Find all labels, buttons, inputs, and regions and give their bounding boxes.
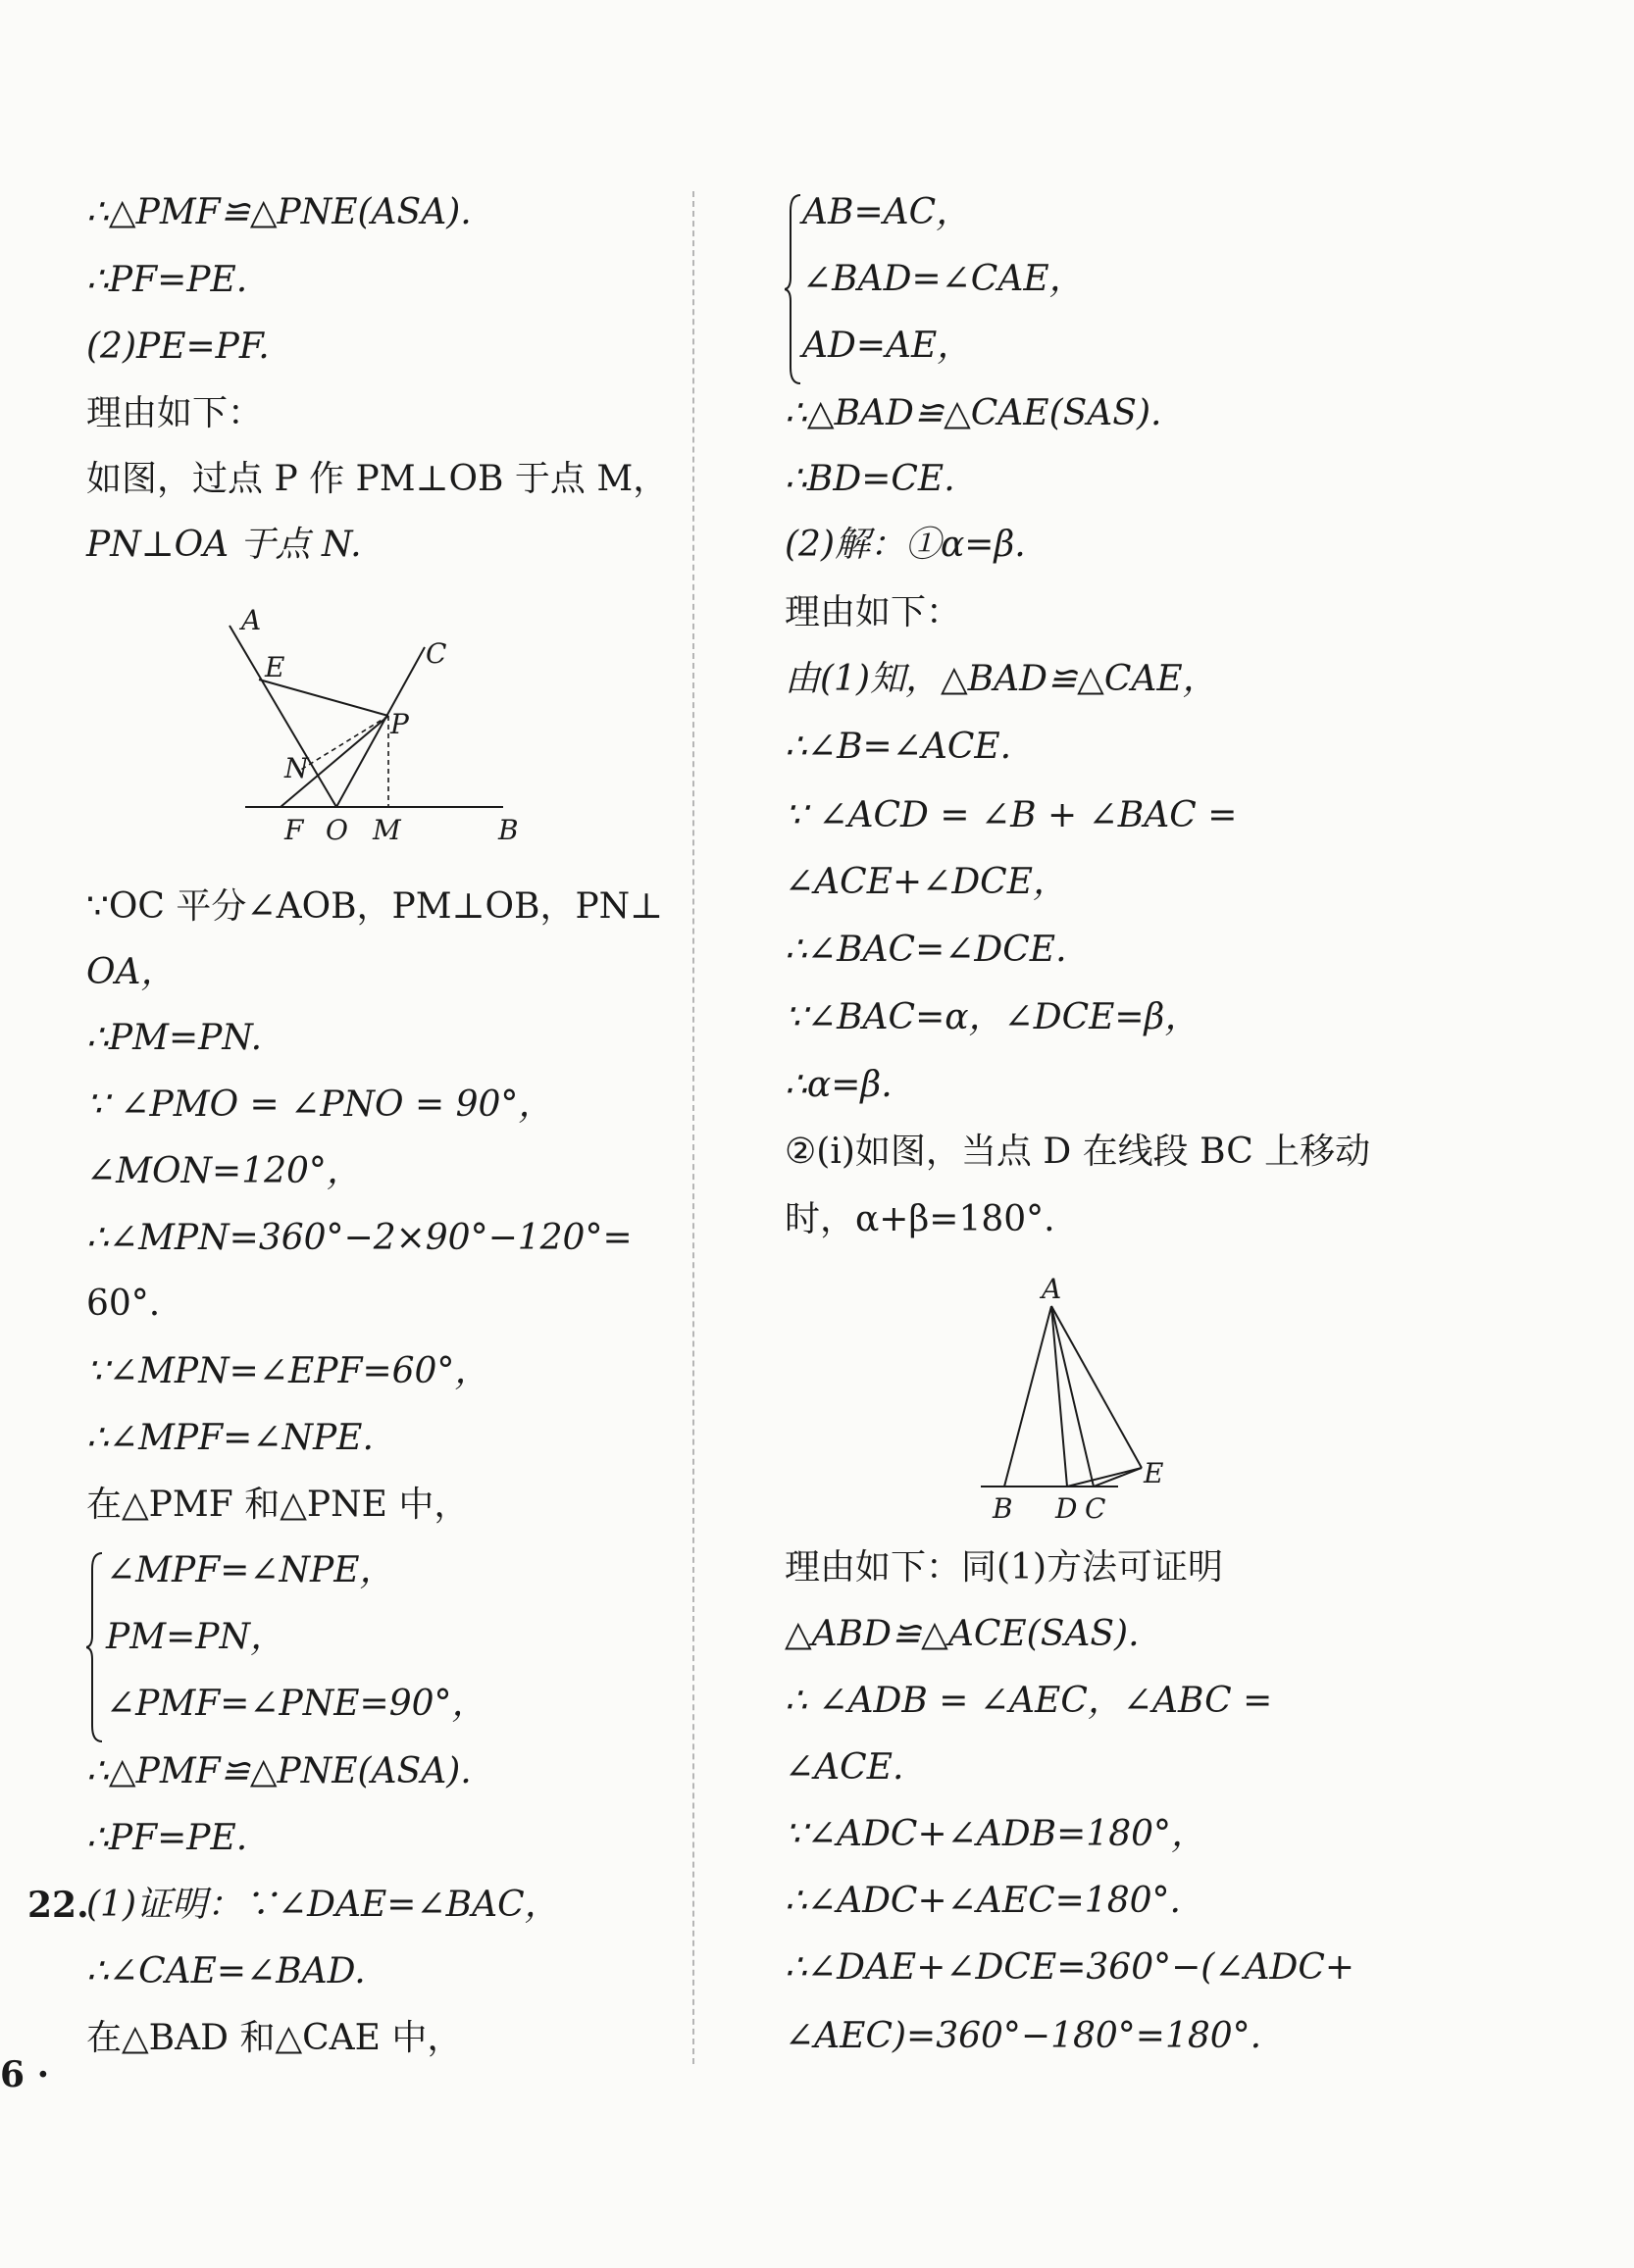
text-line: ∴PF=PE.	[86, 260, 248, 300]
text-line: ∴∠DAE+∠DCE=360°−(∠ADC+	[785, 1947, 1355, 1988]
label-D: D	[1055, 1492, 1078, 1525]
text-line: 理由如下：同(1)方法可证明	[785, 1547, 1223, 1588]
text-line: ∠BAD=∠CAE，	[802, 259, 1085, 299]
label-B: B	[498, 814, 519, 846]
text-line: (2)PE=PF.	[86, 327, 270, 367]
right-column	[696, 0, 1634, 2268]
text-line: ∠MON=120°，	[86, 1151, 362, 1191]
text-line: (1)证明：∵∠DAE=∠BAC，	[86, 1885, 560, 1925]
text-line: ∵∠MPN=∠EPF=60°，	[86, 1351, 490, 1391]
text-line: PN⊥OA 于点 N.	[86, 525, 362, 565]
text-line: ∴△PMF≌△PNE(ASA).	[86, 1751, 472, 1791]
geometry-figure-triangle	[961, 1265, 1197, 1530]
text-line: ∠MPF=∠NPE，	[106, 1550, 395, 1590]
label-C: C	[1085, 1492, 1106, 1525]
text-line: ∴PM=PN.	[86, 1018, 263, 1058]
text-line: ∵∠ADC+∠ADB=180°，	[785, 1814, 1206, 1854]
text-line: (2)解：①α=β.	[785, 525, 1026, 565]
text-line: ∠PMF=∠PNE=90°，	[106, 1684, 487, 1724]
text-line: ∴∠ADC+∠AEC=180°.	[785, 1881, 1181, 1921]
text-line: 由(1)知，△BAD≌△CAE，	[785, 659, 1218, 699]
label-C: C	[426, 637, 447, 670]
label-F: F	[284, 814, 304, 846]
page-number: 6 ·	[0, 2054, 50, 2095]
label-O: O	[326, 814, 348, 846]
text-line: ∴∠BAC=∠DCE.	[785, 930, 1067, 970]
text-line: 如图，过点 P 作 PM⊥OB 于点 M，	[86, 459, 669, 499]
column-divider	[692, 191, 694, 2064]
label-E: E	[265, 651, 285, 683]
text-line: ∠AEC)=360°−180°=180°.	[785, 2016, 1262, 2056]
text-line: ②(i)如图，当点 D 在线段 BC 上移动	[785, 1132, 1371, 1172]
text-line: ∵ ∠PMO = ∠PNO = 90°，	[86, 1084, 554, 1125]
text-line: ∴△BAD≌△CAE(SAS).	[785, 393, 1162, 433]
text-line: 理由如下：	[785, 592, 962, 632]
label-P: P	[390, 708, 409, 740]
text-line: 时，α+β=180°.	[785, 1199, 1055, 1239]
text-line: ∴BD=CE.	[785, 459, 955, 499]
label-E: E	[1144, 1457, 1164, 1489]
left-column	[0, 0, 691, 2268]
text-line: 理由如下：	[86, 393, 264, 433]
text-line: ∴∠CAE=∠BAD.	[86, 1951, 366, 1991]
geometry-figure-angle-bisector	[224, 606, 537, 851]
text-line: ∴α=β.	[785, 1065, 893, 1105]
label-A: A	[241, 606, 262, 636]
text-line: ∴PF=PE.	[86, 1818, 248, 1858]
text-line: 在△BAD 和△CAE 中，	[86, 2018, 463, 2058]
text-line: ∴ ∠ADB = ∠AEC，∠ABC =	[785, 1681, 1273, 1721]
text-line: ∵∠BAC=α，∠DCE=β，	[785, 997, 1200, 1037]
text-line: ∠ACE+∠DCE，	[785, 862, 1069, 902]
text-line: AD=AE，	[802, 326, 973, 366]
text-line: OA，	[86, 952, 177, 992]
label-N: N	[284, 752, 309, 784]
figure-labels	[238, 606, 519, 846]
text-line: AB=AC，	[802, 192, 972, 232]
label-A: A	[1042, 1273, 1062, 1305]
text-line: 60°.	[86, 1284, 161, 1324]
left-brace	[785, 191, 804, 387]
text-line: ∵OC 平分∠AOB，PM⊥OB，PN⊥	[86, 886, 664, 927]
label-M: M	[373, 814, 401, 846]
text-line: △ABD≌△ACE(SAS).	[785, 1614, 1140, 1654]
text-line: ∴∠MPN=360°−2×90°−120°=	[86, 1218, 633, 1258]
text-line: ∵ ∠ACD = ∠B + ∠BAC =	[785, 795, 1238, 835]
text-line: 在△PMF 和△PNE 中，	[86, 1485, 470, 1525]
text-line: ∴∠MPF=∠NPE.	[86, 1418, 374, 1458]
label-B: B	[993, 1492, 1013, 1525]
left-brace	[86, 1549, 106, 1745]
text-line: ∴∠B=∠ACE.	[785, 727, 1012, 767]
text-line: ∴△PMF≌△PNE(ASA).	[86, 192, 472, 232]
text-line: PM=PN，	[106, 1617, 285, 1657]
question-number: 22.	[27, 1885, 89, 1926]
text-line: ∠ACE.	[785, 1747, 904, 1788]
